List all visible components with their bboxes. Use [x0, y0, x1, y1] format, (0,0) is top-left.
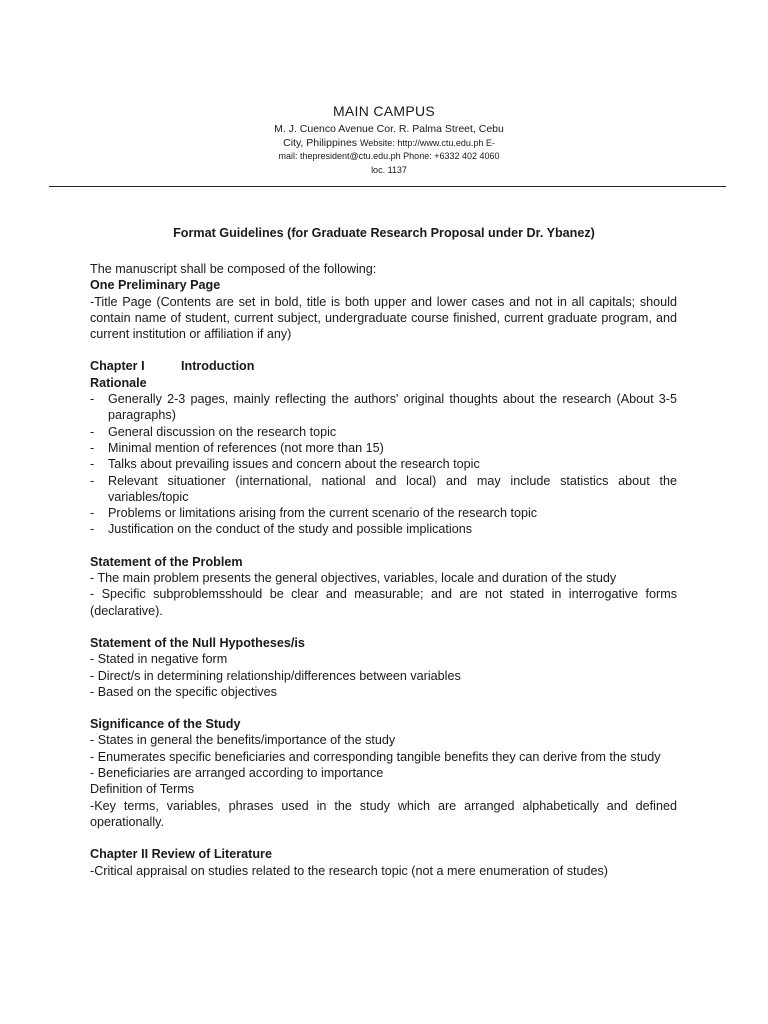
intro-text: The manuscript shall be composed of the following: [90, 262, 377, 276]
list-item: - Talks about prevailing issues and concern about the research topic [90, 456, 677, 472]
hypotheses-line: - Stated in negative form [90, 652, 228, 667]
list-item: - Justification on the conduct of the study and possible implications [90, 521, 677, 537]
chapter1-heading [90, 358, 677, 374]
significance-heading: Significance of the Study [90, 717, 241, 732]
problem-line: - Specific subproblemsshould be clear and measurable; and are not stated in interrogative forms (declarative). [90, 587, 677, 618]
chapter1-number: Chapter I [90, 359, 145, 374]
campus-address [274, 123, 504, 177]
significance-line: - States in general the benefits/importance of the study [90, 733, 396, 748]
preliminary-text: -Title Page (Contents are set in bold, title is both upper and lower cases and not in all capitals; should contain name of student, current subject, undergraduate course finished, current graduate program, and current institution or affiliation if any) [90, 294, 677, 342]
chapter2-heading: Chapter II Review of Literature [90, 847, 272, 862]
significance-line: - Enumerates specific beneficiaries and corresponding tangible benefits they can derive from the study [90, 749, 661, 764]
list-item: - Minimal mention of references (not more than 15) [90, 440, 677, 456]
problem-heading: Statement of the Problem [90, 554, 243, 569]
chapter2-text: -Critical appraisal on studies related to the research topic (not a mere enumeration of studes) [90, 863, 609, 878]
rationale-list [90, 391, 677, 538]
hypotheses-heading: Statement of the Null Hypotheses/is [90, 635, 305, 650]
contact-line: Website: http://www.ctu.edu.ph E-mail: thepresident@ctu.edu.ph Phone: +6332 402 4060 loc. 1137 [278, 137, 500, 175]
definition-heading: Definition of Terms [90, 782, 195, 797]
hypotheses-line: - Based on the specific objectives [90, 684, 277, 699]
list-item: - Generally 2-3 pages, mainly reflecting the authors' original thoughts about the research (About 3-5 paragraphs) [90, 391, 677, 424]
address-line: M. J. Cuenco Avenue Cor. R. Palma Street, Cebu City, Philippines [274, 123, 504, 149]
list-item: - Problems or limitations arising from the current scenario of the research topic [90, 505, 677, 521]
list-item: - General discussion on the research topic [90, 424, 677, 440]
preliminary-heading: One Preliminary Page [90, 278, 221, 293]
header-divider [49, 186, 726, 187]
chapter1-name: Introduction [181, 359, 255, 374]
rationale-heading: Rationale [90, 375, 147, 390]
hypotheses-line: - Direct/s in determining relationship/differences between variables [90, 668, 461, 683]
list-item: - Relevant situationer (international, national and local) and may include statistics about the variables/topic [90, 473, 677, 506]
problem-line: - The main problem presents the general objectives, variables, locale and duration of the study [90, 571, 617, 586]
definition-text: -Key terms, variables, phrases used in the study which are arranged alphabetically and defined operationally. [90, 798, 677, 829]
significance-line: - Beneficiaries are arranged according to importance [90, 766, 384, 781]
document-title: Format Guidelines (for Graduate Research Proposal under Dr. Ybanez) [173, 226, 595, 240]
campus-name: MAIN CAMPUS [332, 103, 436, 119]
document-body [90, 261, 677, 879]
